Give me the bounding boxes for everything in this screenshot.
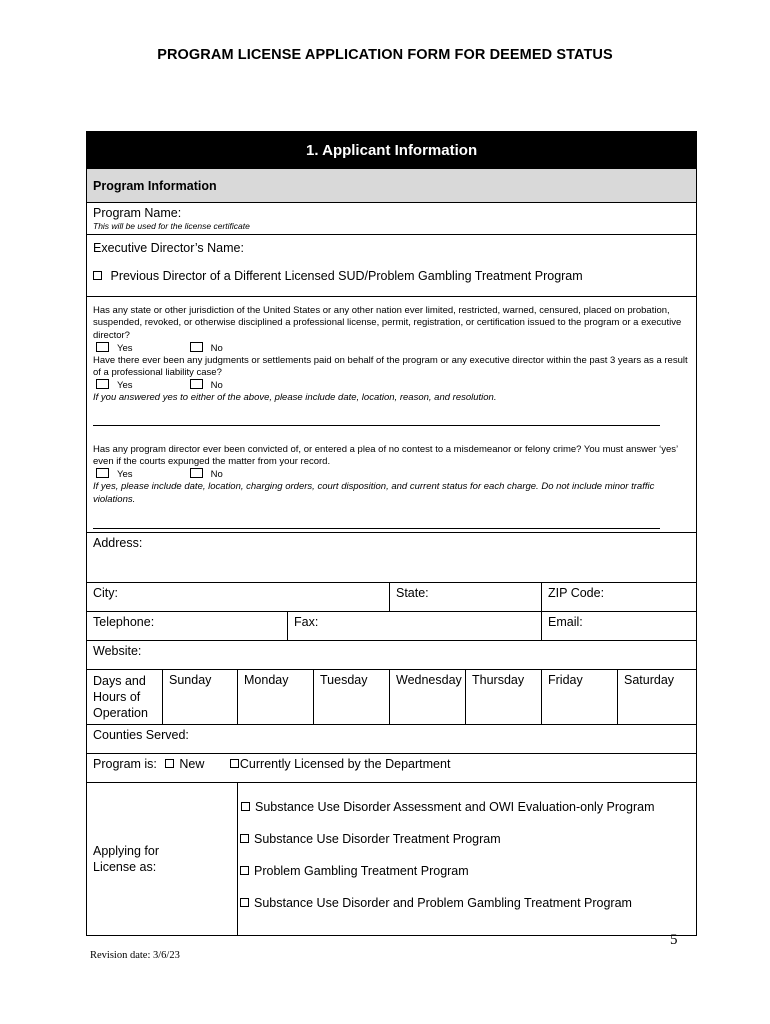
license-option-checkbox[interactable]	[240, 834, 249, 843]
q3-answer-line[interactable]	[93, 514, 660, 529]
wednesday-cell[interactable]	[390, 670, 466, 725]
program-status-label: Program is:	[93, 757, 157, 771]
program-licensed-checkbox[interactable]	[230, 759, 239, 768]
section-header: 1. Applicant Information	[87, 132, 697, 169]
fax-field[interactable]	[288, 612, 542, 641]
executive-director-field[interactable]	[87, 235, 697, 297]
day-label: Thursday	[472, 673, 525, 687]
executive-director-label: Executive Director’s Name:	[93, 241, 244, 255]
city-label: City:	[93, 586, 118, 600]
q2-answer-line[interactable]	[93, 411, 660, 426]
q2-instructions: If you answered yes to either of the above, please include date, location, reason, and resolution.	[93, 392, 497, 404]
revision-date: Revision date: 3/6/23	[90, 950, 180, 961]
q3-instructions: If yes, please include date, location, charging orders, court disposition, and current status for each charge. Do not include minor traffic violations.	[93, 481, 655, 505]
monday-cell[interactable]	[238, 670, 314, 725]
program-name-note: This will be used for the license certificate	[93, 221, 250, 231]
q1-yes-label: Yes	[117, 342, 133, 354]
page-number: 5	[670, 932, 678, 948]
disciplinary-questions	[87, 297, 697, 533]
city-field[interactable]	[87, 583, 390, 612]
saturday-cell[interactable]	[618, 670, 697, 725]
q3-no-checkbox[interactable]	[190, 468, 203, 478]
q1-yes-checkbox[interactable]	[96, 342, 109, 352]
day-label: Saturday	[624, 673, 675, 687]
license-option-label: Problem Gambling Treatment Program	[254, 864, 469, 878]
q1-no-label: No	[210, 342, 223, 354]
question-judgments: Have there ever been any judgments or settlements paid on behalf of the program or any executive director within the past 3 years as a result of a professional liability case?	[93, 354, 688, 379]
license-option-assessment[interactable]	[241, 800, 690, 814]
day-label: Wednesday	[396, 673, 462, 687]
program-name-field[interactable]	[87, 203, 697, 235]
license-option-label: Substance Use Disorder Assessment and OWI Evaluation-only Program	[255, 800, 655, 814]
document-title: PROGRAM LICENSE APPLICATION FORM FOR DEEMED STATUS	[157, 47, 613, 63]
zip-code-field[interactable]	[542, 583, 697, 612]
program-licensed-label: Currently Licensed by the Department	[239, 757, 451, 771]
license-option-sud-gambling[interactable]	[240, 896, 690, 910]
q2-no-label: No	[210, 380, 223, 392]
friday-cell[interactable]	[542, 670, 618, 725]
program-status-field	[87, 754, 697, 783]
q2-no-checkbox[interactable]	[190, 379, 203, 389]
state-field[interactable]	[390, 583, 542, 612]
previous-director-checkbox[interactable]	[93, 271, 102, 280]
telephone-label: Telephone:	[93, 615, 155, 629]
hours-label-cell	[87, 670, 163, 725]
question-convictions: Has any program director ever been convicted of, or entered a plea of no contest to a misdemeanor or felony crime? You must answer ‘yes’ even if the courts expunged the matter from your record.	[93, 443, 678, 468]
counties-served-label: Counties Served:	[93, 728, 189, 742]
telephone-field[interactable]	[87, 612, 288, 641]
day-label: Friday	[548, 673, 583, 687]
day-label: Tuesday	[320, 673, 368, 687]
email-field[interactable]	[542, 612, 697, 641]
day-label: Monday	[244, 673, 289, 687]
q2-yes-label: Yes	[117, 380, 133, 392]
website-label: Website:	[93, 644, 142, 658]
address-field[interactable]	[87, 533, 697, 583]
website-field[interactable]	[87, 641, 697, 670]
question-license-discipline: Has any state or other jurisdiction of the United States or any other nation ever limited, restricted, warned, censured, placed on probation, suspended, revoked, or otherwise disciplined a professional license, permit, registration, or certification issued to the program or a executive director?	[93, 305, 682, 341]
license-option-label: Substance Use Disorder Treatment Program	[254, 832, 501, 846]
state-label: State:	[396, 586, 429, 600]
program-name-label: Program Name:	[93, 206, 182, 220]
program-new-label: New	[179, 757, 205, 771]
day-label: Sunday	[169, 673, 212, 687]
email-label: Email:	[548, 615, 583, 629]
tuesday-cell[interactable]	[314, 670, 390, 725]
license-option-sud-treatment[interactable]	[240, 832, 690, 846]
applicant-information-form	[86, 131, 697, 936]
license-option-checkbox[interactable]	[240, 866, 249, 875]
q2-yes-checkbox[interactable]	[96, 379, 109, 389]
zip-code-label: ZIP Code:	[548, 586, 605, 600]
q3-yes-checkbox[interactable]	[96, 468, 109, 478]
license-option-checkbox[interactable]	[240, 898, 249, 907]
previous-director-label: Previous Director of a Different Licensed SUD/Problem Gambling Treatment Program	[110, 269, 583, 283]
license-options	[238, 783, 697, 936]
q3-yes-label: Yes	[117, 469, 133, 481]
fax-label: Fax:	[294, 615, 319, 629]
hours-label: Days and Hours of Operation	[93, 674, 148, 720]
q1-no-checkbox[interactable]	[190, 342, 203, 352]
license-option-label: Substance Use Disorder and Problem Gambling Treatment Program	[254, 896, 632, 910]
program-information-subheader: Program Information	[87, 169, 697, 203]
license-option-checkbox[interactable]	[241, 802, 250, 811]
license-option-gambling[interactable]	[240, 864, 690, 878]
sunday-cell[interactable]	[163, 670, 238, 725]
address-label: Address:	[93, 536, 143, 550]
counties-served-field[interactable]	[87, 725, 697, 754]
applying-for-label-cell	[87, 783, 238, 936]
q3-no-label: No	[210, 469, 223, 481]
program-new-checkbox[interactable]	[165, 759, 174, 768]
applying-for-label: Applying for License as:	[93, 844, 160, 874]
thursday-cell[interactable]	[466, 670, 542, 725]
